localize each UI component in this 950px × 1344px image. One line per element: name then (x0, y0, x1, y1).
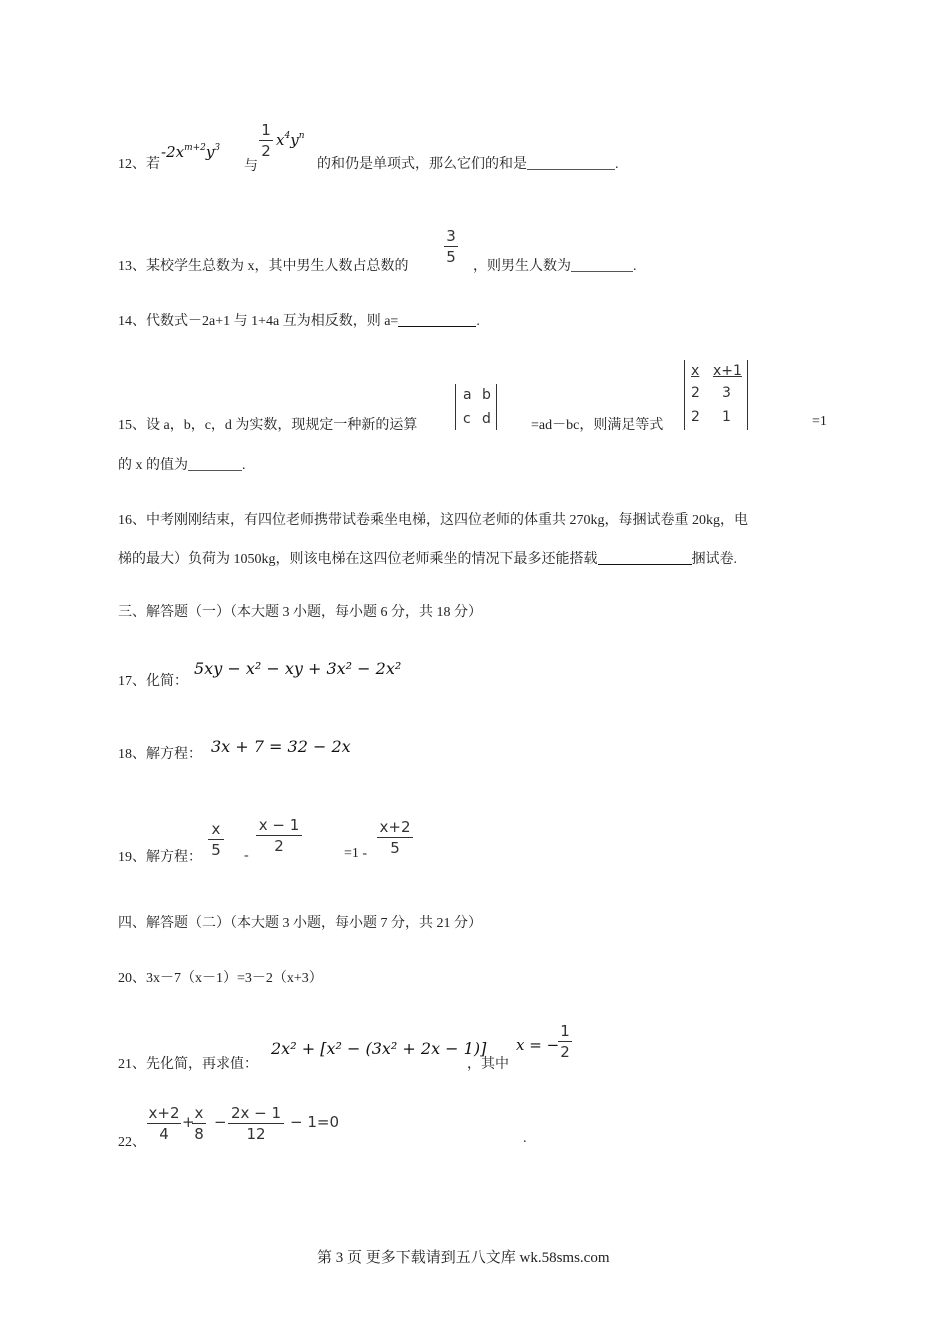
q21-where: ，其中 (467, 1057, 509, 1072)
section-4-heading: 四、解答题（二）（本大题 3 小题，每小题 7 分，共 21 分） (118, 916, 482, 931)
q19-fraction-3: x+2 5 (377, 818, 413, 857)
q12-term1: $-2x^{m+2}y^3$ (161, 143, 221, 161)
q12-term2: $x^4y^n$ (276, 131, 305, 149)
q18-expression: 3x + 7 = 32 − 2x (211, 737, 351, 756)
q21-expression: 2x² + [x² − (3x² + 2x − 1)] (271, 1039, 487, 1058)
q14-text: 14、代数式－2a+1 与 1+4a 互为相反数，则 a= . (118, 314, 480, 329)
q20-text: 20、3x－7（x－1）=3－2（x+3） (118, 971, 323, 986)
q18-label: 18、解方程： (118, 747, 202, 762)
q22-end: . (523, 1131, 527, 1146)
q19-fraction-2: x − 1 2 (256, 816, 302, 855)
section-3-heading: 三、解答题（一）（本大题 3 小题，每小题 6 分，共 18 分） (118, 605, 482, 620)
q21-label: 21、先化简，再求值： (118, 1057, 258, 1072)
q22-fraction-3: 2x − 1 12 (228, 1104, 284, 1143)
q22-fraction-1: x+2 4 (148, 1104, 180, 1143)
q12-conj: 与 (244, 159, 258, 174)
q14-answer-blank[interactable] (398, 312, 476, 327)
q15-determinant-abcd: a b c d (455, 384, 497, 430)
q16-line1: 16、中考刚刚结束，有四位老师携带试卷乘坐电梯，这四位老师的体重共 270kg，每捆试卷重 20kg，电 (118, 513, 748, 528)
q17-label: 17、化简： (118, 674, 188, 689)
page-footer: 第 3 页 更多下载请到五八文库 wk.58sms.com (317, 1250, 610, 1266)
q19-minus: - (244, 848, 249, 863)
q12-text: 的和仍是单项式，那么它们的和是 . (317, 157, 619, 172)
q17-expression: 5xy − x² − xy + 3x² − 2x² (194, 659, 402, 678)
q12-coef-fraction: 1 2 (259, 121, 273, 160)
q21-condition-fraction: 1 2 (558, 1022, 572, 1061)
q22-fraction-2: x 8 (192, 1104, 206, 1143)
q15-text: 15、设 a，b，c，d 为实数，现规定一种新的运算 (118, 418, 418, 433)
q22-label: 22、 (118, 1135, 146, 1150)
q15-answer-blank[interactable] (188, 456, 242, 471)
q15-determinant-equation: x x+1 2 3 2 1 (684, 360, 748, 430)
q15-text3: =1 (812, 414, 827, 429)
q21-condition: x = − (516, 1036, 560, 1054)
q19-fraction-1: x 5 (208, 820, 224, 859)
q19-mid: =1 - (344, 846, 368, 861)
q13-text2: ，则男生人数为 . (473, 259, 637, 274)
q22-minus: − (214, 1113, 227, 1131)
q15-line2: 的 x 的值为 . (118, 458, 246, 473)
q22-tail: − 1=0 (290, 1113, 339, 1131)
q13-text: 13、某校学生总数为 x，其中男生人数占总数的 (118, 259, 409, 274)
q13-answer-blank[interactable] (571, 257, 633, 272)
q12-number: 12、若 (118, 157, 160, 172)
q15-text2: =ad－bc，则满足等式 (531, 418, 664, 433)
q12-answer-blank[interactable] (527, 155, 615, 170)
q19-label: 19、解方程： (118, 850, 202, 865)
q22-plus: + (182, 1113, 195, 1131)
q13-fraction: 3 5 (444, 227, 458, 266)
q16-answer-blank[interactable] (598, 550, 692, 565)
q16-line2: 梯的最大）负荷为 1050kg，则该电梯在这四位老师乘坐的情况下最多还能搭载 捆试卷. (118, 552, 737, 567)
